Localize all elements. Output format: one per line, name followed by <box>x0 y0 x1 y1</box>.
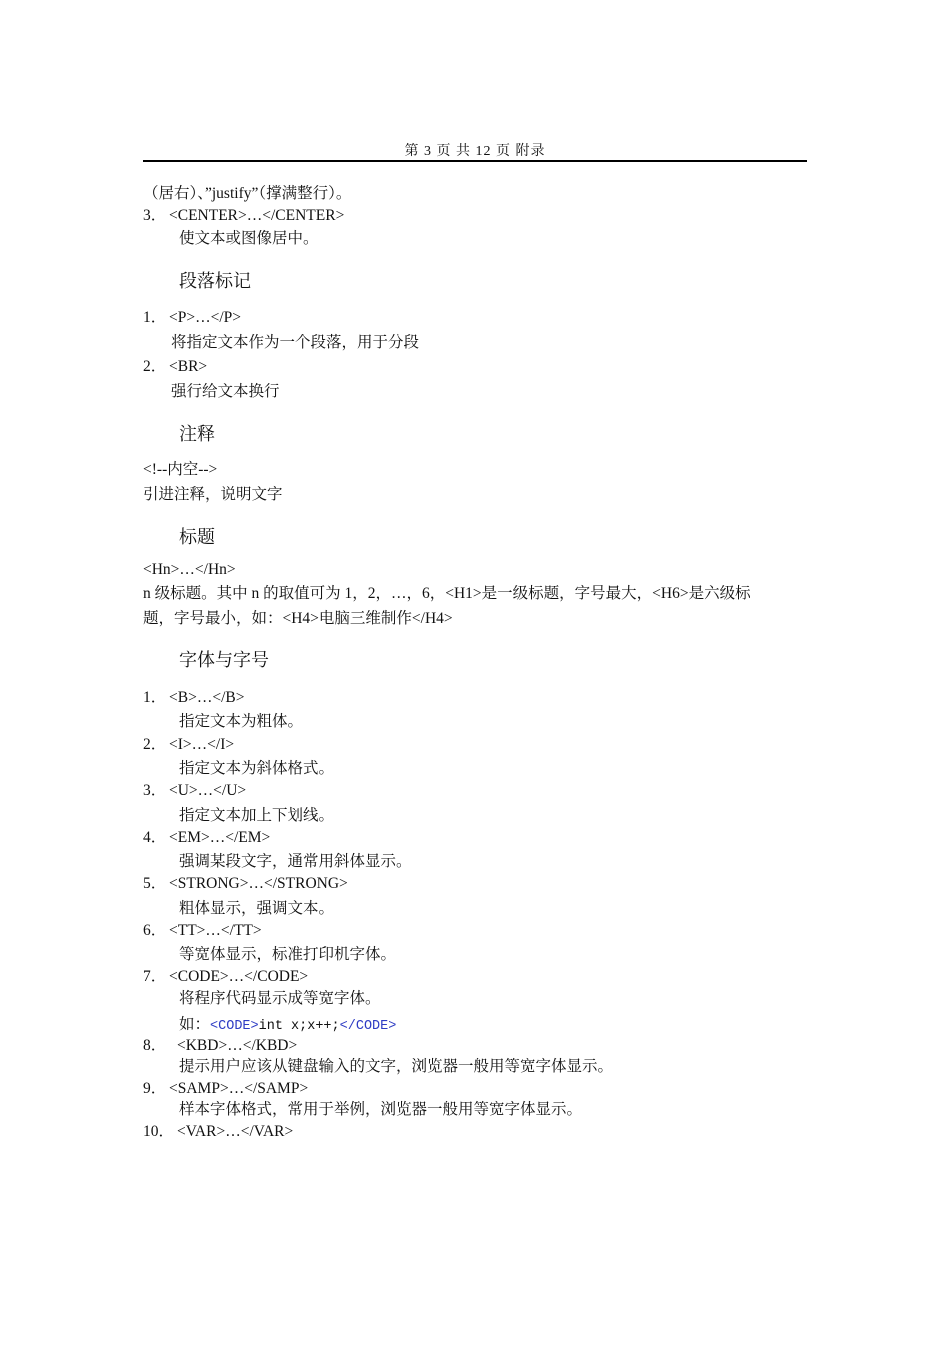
list-item <box>143 735 234 755</box>
item-number: 10． <box>143 1123 175 1140</box>
list-item <box>143 308 241 328</box>
item-number: 8． <box>143 1037 167 1054</box>
list-item <box>143 921 262 941</box>
item-description: 指定文本为粗体。 <box>179 713 304 730</box>
item-number: 7． <box>143 968 167 985</box>
list-item <box>143 1079 308 1099</box>
tag-label: <KBD>…</KBD> <box>177 1037 298 1054</box>
code-example <box>179 1015 396 1037</box>
list-item <box>143 967 308 987</box>
list-item <box>143 781 246 801</box>
item-description: 将指定文本作为一个段落，用于分段 <box>171 334 420 351</box>
code-body: int x;x++; <box>258 1019 340 1034</box>
tag-label: <P>…</P> <box>169 309 242 326</box>
tag-label: <EM>…</EM> <box>169 829 271 846</box>
item-description: 指定文本为斜体格式。 <box>179 760 335 777</box>
text-line: （居右）、”justify”（撑满整行）。 <box>143 185 352 202</box>
item-description: 样本字体格式，常用于举例，浏览器一般用等宽字体显示。 <box>179 1101 583 1118</box>
text-line: n 级标题。其中 n 的取值可为 1，2，…，6，<H1>是一级标题，字号最大，<H6>是六级标 <box>143 585 751 602</box>
tag-label: <SAMP>…</SAMP> <box>169 1080 309 1097</box>
page-header: 第 3 页 共 12 页 附录 <box>404 144 546 159</box>
item-description: 强调某段文字，通常用斜体显示。 <box>179 853 412 870</box>
tag-label: <U>…</U> <box>169 782 247 799</box>
tag-label: <I>…</I> <box>169 736 235 753</box>
tag-label: <CENTER>…</CENTER> <box>169 207 345 224</box>
section-heading: 字体与字号 <box>179 650 269 670</box>
list-item <box>143 1122 293 1142</box>
tag-label: <CODE>…</CODE> <box>169 968 309 985</box>
list-item <box>143 1036 297 1056</box>
code-snippet <box>210 1019 396 1034</box>
list-item <box>143 688 244 708</box>
tag-label: <B>…</B> <box>169 689 245 706</box>
item-number: 2． <box>143 358 167 375</box>
item-number: 1． <box>143 309 167 326</box>
item-number: 2． <box>143 736 167 753</box>
code-open-tag: <CODE> <box>210 1019 259 1034</box>
section-heading: 注释 <box>179 424 215 444</box>
list-item <box>143 828 270 848</box>
item-description: 指定文本加上下划线。 <box>179 807 335 824</box>
section-heading: 标题 <box>179 527 215 547</box>
item-number: 5． <box>143 875 167 892</box>
list-item <box>143 357 207 377</box>
item-number: 4． <box>143 829 167 846</box>
code-close-tag: </CODE> <box>339 1019 397 1034</box>
tag-label: <VAR>…</VAR> <box>177 1123 294 1140</box>
tag-label: <BR> <box>169 358 208 375</box>
example-prefix: 如： <box>179 1016 211 1033</box>
item-description: 将程序代码显示成等宽字体。 <box>179 990 381 1007</box>
list-item <box>143 206 344 226</box>
item-number: 3． <box>143 207 167 224</box>
list-item <box>143 874 348 894</box>
item-number: 6． <box>143 922 167 939</box>
tag-label: <TT>…</TT> <box>169 922 262 939</box>
tag-label: <Hn>…</Hn> <box>143 561 236 578</box>
item-description: 使文本或图像居中。 <box>179 230 319 247</box>
item-description: 提示用户应该从键盘输入的文字，浏览器一般用等宽字体显示。 <box>179 1058 614 1075</box>
section-heading: 段落标记 <box>179 271 251 291</box>
item-number: 9． <box>143 1080 167 1097</box>
text-line: 题，字号最小，如：<H4>电脑三维制作</H4> <box>143 610 453 627</box>
item-description: 强行给文本换行 <box>171 383 280 400</box>
item-description: 等宽体显示，标准打印机字体。 <box>179 946 397 963</box>
tag-label: <STRONG>…</STRONG> <box>169 875 348 892</box>
item-number: 1． <box>143 689 167 706</box>
item-number: 3． <box>143 782 167 799</box>
tag-label: <!--内空--> <box>143 461 218 478</box>
item-description: 粗体显示，强调文本。 <box>179 900 335 917</box>
header-rule <box>143 160 807 162</box>
item-description: 引进注释，说明文字 <box>143 486 283 503</box>
